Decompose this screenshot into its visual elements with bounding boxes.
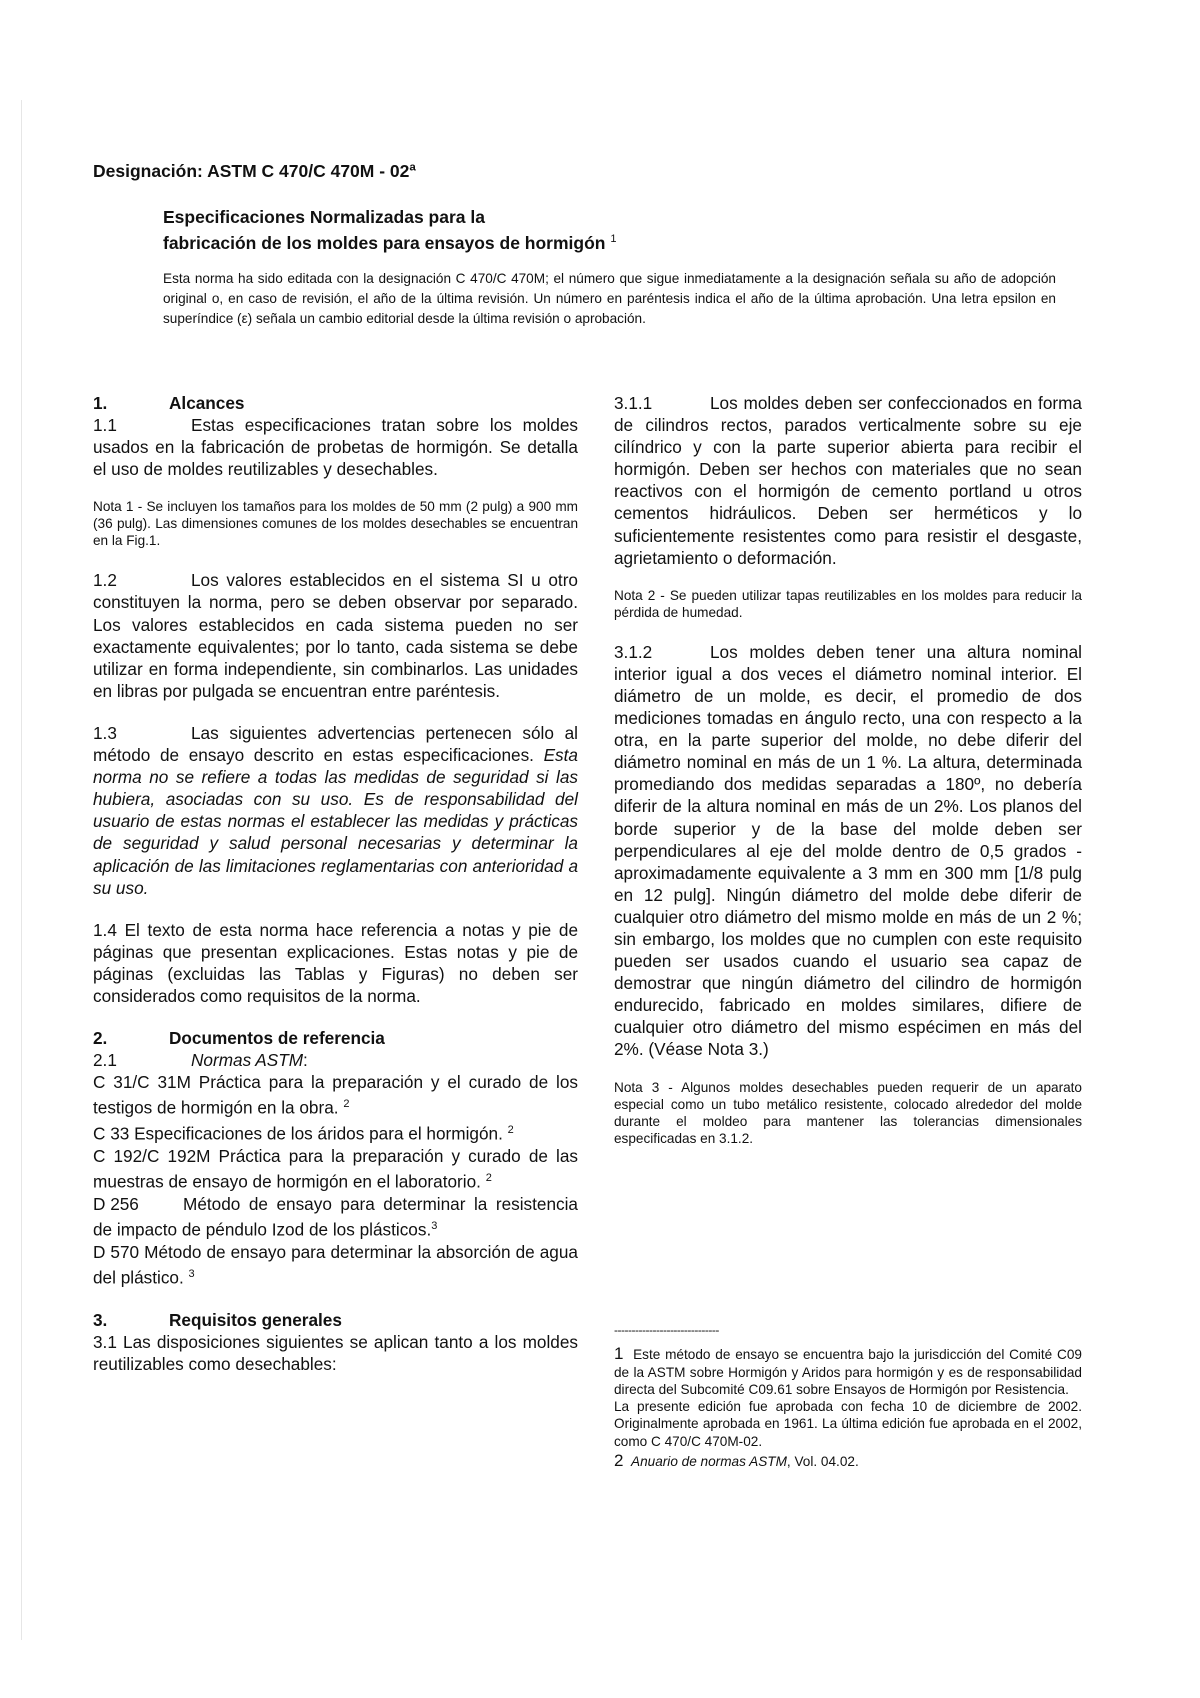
reference-c33 — [93, 1119, 578, 1145]
footnote-marker: 2 — [343, 1098, 350, 1111]
paragraph-italic-text: Esta norma no se refiere a todas las medidas de seguridad si las hubiera, asociadas con su uso. Es de responsabilidad del usuario de estas normas el establecer las medidas y prácticas de seguridad y salud personal necesarias y determinar la aplicación de las limitaciones reglamentarias con anterioridad a su uso. — [93, 745, 578, 898]
reference-text: C 33 Especificaciones de los áridos para el hormigón. — [93, 1123, 503, 1144]
reference-code: D 256 — [93, 1193, 139, 1214]
note-3: Nota 3 - Algunos moldes desechables pueden requerir de un aparato especial como un tubo metálico resistente, colocado alrededor del molde durante el moldeo para mantener las tolerancias dimensionales especificadas en 3.1.2. — [614, 1079, 1082, 1146]
paragraph-number: 1.1 — [93, 415, 117, 436]
section-2-heading — [93, 1027, 578, 1049]
section-title: Alcances — [169, 393, 245, 413]
reference-text: C 192/C 192M Práctica para la preparación y curado de las muestras de ensayo de hormigón en el laboratorio. — [93, 1146, 578, 1192]
reference-c192 — [93, 1145, 578, 1193]
title-line-2: fabricación de los moldes para ensayos de hormigón — [163, 232, 606, 253]
paragraph-1-4: 1.4 El texto de esta norma hace referencia a notas y pie de páginas que presentan explicaciones. Estas notas y pie de páginas (excluidas las Tablas y Figuras) no deben ser considerados como requisitos de la norma. — [93, 919, 578, 1006]
preamble-paragraph: Esta norma ha sido editada con la designación C 470/C 470M; el número que sigue inmediatamente a la designación señala su año de adopción original o, en caso de revisión, el año de la última revisión. Un número en paréntesis indica el año de la última aprobación. Una letra epsilon en superíndice (ε) señala un cambio editorial desde la última revisión o aprobación. — [163, 271, 1056, 326]
section-title: Documentos de referencia — [169, 1028, 385, 1049]
footnote-title: Anuario de normas ASTM — [631, 1454, 787, 1470]
designation: Designación: ASTM C 470/C 470M - 02ª — [93, 161, 416, 181]
paragraph-text: Los moldes deben tener una altura nominal interior igual a dos veces el diámetro nominal interior. El diámetro de un molde, es decir, el promedio de dos mediciones tomadas en ángulo recto, una con respecto a la otra, en la parte superior del molde, no debe diferir del diámetro nominal en más de un 1 %. La altura, determinada promediando dos medidas separadas a 180º, no debería diferir de la altura nominal en más de un 2%. Los planos del borde superior y de la base del molde deben ser perpendiculares al eje del molde dentro de 0,5 grados - aproximadamente equivalente a 3 mm en 300 mm [1/8 pulg en 12 pulg]. Ningún diámetro del molde debe diferir de cualquier otro diámetro del mismo molde en más de un 2 %; sin embargo, los moldes que no cumplen con este requisito pueden ser usados cuando el usuario sea capaz de demostrar que ningún diámetro del cilindro de hormigón endurecido, fabricado en moldes similares, difiere de cualquier otro diámetro del mismo espécimen en más del 2%. (Véase Nota 3.) — [614, 641, 1082, 1060]
paragraph-1-2 — [93, 569, 578, 702]
reference-d256 — [93, 1193, 578, 1241]
reference-text: Método de ensayo para determinar la resistencia de impacto de péndulo Izod de los plásticos. — [93, 1193, 578, 1240]
paragraph-1-1 — [93, 414, 578, 480]
page-edge-line — [21, 100, 22, 1640]
paragraph-3-1-1 — [614, 392, 1082, 569]
footnote-marker: 2 — [485, 1172, 492, 1185]
right-column — [614, 392, 1082, 1147]
title-footnote-marker: 1 — [610, 233, 617, 245]
colon: : — [303, 1050, 308, 1071]
reference-text: D 570 Método de ensayo para determinar la absorción de agua del plástico. — [93, 1241, 578, 1288]
section-number: 2. — [93, 1028, 108, 1049]
footnote-2 — [614, 1452, 1082, 1470]
footnote-marker: 3 — [431, 1220, 438, 1233]
title-line-1: Especificaciones Normalizadas para la — [163, 207, 485, 227]
paragraph-text: Las siguientes advertencias pertenecen sólo al método de ensayo descrito en estas especificaciones. — [93, 722, 578, 766]
reference-d570 — [93, 1241, 578, 1289]
reference-text: C 31/C 31M Práctica para la preparación y el curado de los testigos de hormigón en la obra. — [93, 1072, 578, 1119]
paragraph-3-1: 3.1 Las disposiciones siguientes se aplican tanto a los moldes reutilizables como desechables: — [93, 1331, 578, 1374]
paragraph-3-1-2 — [614, 641, 1082, 1061]
reference-c31 — [93, 1071, 578, 1119]
paragraph-1-3 — [93, 722, 578, 899]
note-2: Nota 2 - Se pueden utilizar tapas reutilizables en los moldes para reducir la pérdida de humedad. — [614, 587, 1082, 620]
document-title — [163, 206, 616, 254]
footnote-1-continued: La presente edición fue aprobada con fecha 10 de diciembre de 2002. Originalmente aprobada en 1961. La última edición fue aprobada en el 2002, como C 470/C 470M-02. — [614, 1399, 1082, 1449]
footnote-separator: ------------------------------ — [614, 1323, 719, 1337]
paragraph-number: 1.2 — [93, 570, 117, 591]
footnote-marker: 2 — [507, 1124, 514, 1137]
footnote-text: Este método de ensayo se encuentra bajo la jurisdicción del Comité C09 de la ASTM sobre Hormigón y Aridos para hormigón y es de responsabilidad directa del Subcomité C09.61 sobre Ensayos de Hormigón por Resistencia. — [614, 1347, 1082, 1397]
section-title: Requisitos generales — [169, 1309, 342, 1330]
left-column — [93, 392, 578, 1375]
footnotes — [614, 1322, 1082, 1470]
paragraph-number: 1.3 — [93, 722, 117, 743]
paragraph-number: 2.1 — [93, 1050, 117, 1071]
paragraph-number: 3.1.2 — [614, 641, 653, 662]
footnote-text: , Vol. 04.02. — [786, 1454, 859, 1470]
section-number: 3. — [93, 1309, 108, 1330]
section-3-heading — [93, 1309, 578, 1331]
paragraph-text: Los valores establecidos en el sistema SI u otro constituyen la norma, pero se deben observar por separado. Los valores establecidos en cada sistema pueden no ser exactamente equivalentes; por lo tanto, cada sistema se debe utilizar en forma independiente, sin combinarlos. Las unidades en libras por pulgada se encuentran entre paréntesis. — [93, 570, 578, 701]
section-1-heading — [93, 392, 578, 414]
paragraph-2-1 — [93, 1049, 578, 1071]
footnote-number: 1 — [614, 1344, 624, 1364]
footnote-1 — [614, 1345, 1082, 1398]
paragraph-text: Estas especificaciones tratan sobre los moldes usados en la fabricación de probetas de hormigón. Se detalla el uso de moldes reutilizables y desechables. — [93, 415, 578, 480]
paragraph-text: Los moldes deben ser confeccionados en forma de cilindros rectos, parados verticalmente sobre su eje cilíndrico y con la parte superior abierta para recibir el hormigón. Deben ser hechos con materiales que no sean reactivos con el hormigón de cemento portland u otros cementos hidráulicos. Deben ser herméticos y lo suficientemente resistentes como para resistir el desgaste, agrietamiento o deformación. — [614, 393, 1082, 568]
note-1: Nota 1 - Se incluyen los tamaños para los moldes de 50 mm (2 pulg) a 900 mm (36 pulg). Las dimensiones comunes de los moldes desechables se encuentran en la Fig.1. — [93, 499, 578, 549]
paragraph-number: 3.1.1 — [614, 393, 653, 413]
footnote-marker: 3 — [188, 1267, 195, 1280]
subsection-title: Normas ASTM — [191, 1050, 304, 1071]
section-number: 1. — [93, 393, 108, 413]
footnote-number: 2 — [614, 1451, 624, 1471]
